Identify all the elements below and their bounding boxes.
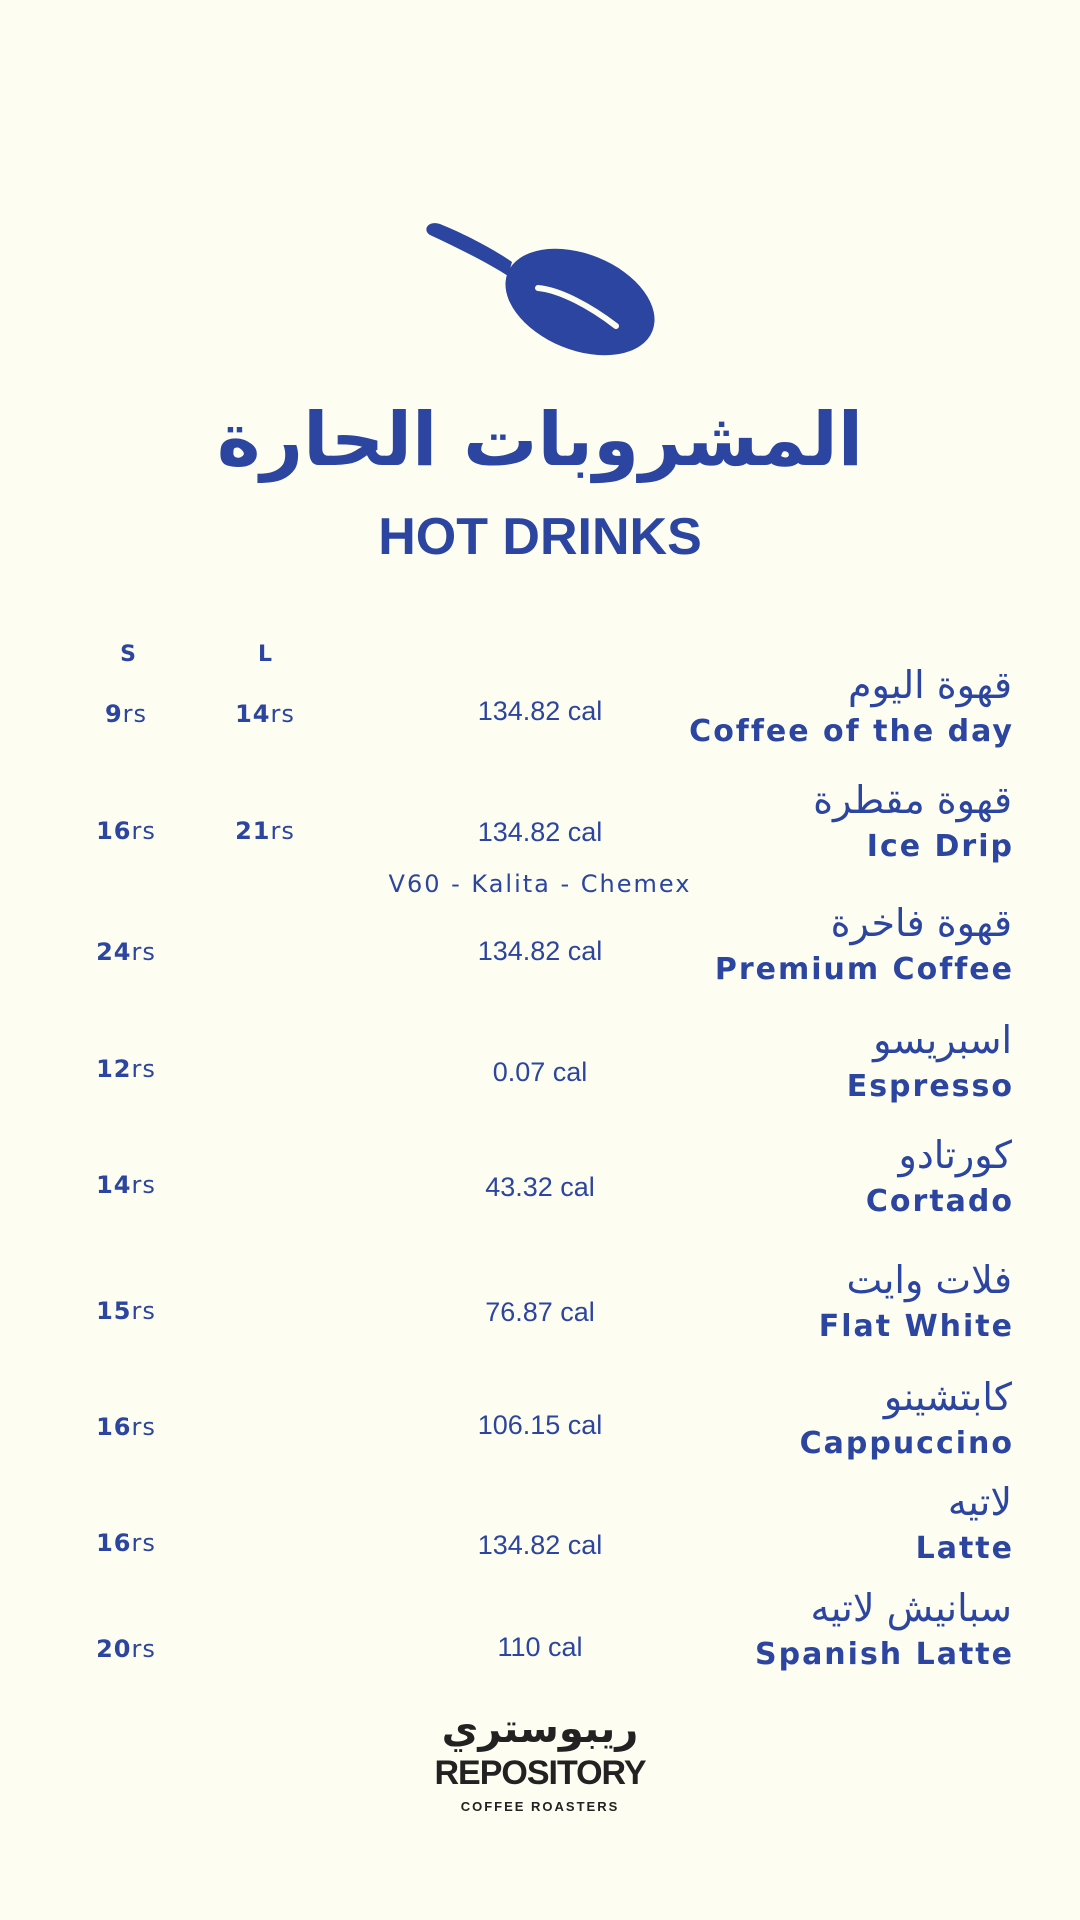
item-name: Coffee of the day [689, 714, 1014, 749]
price-small [66, 700, 186, 728]
item-name: Premium Coffee [714, 952, 1014, 987]
price-small [66, 938, 186, 966]
menu-item [0, 775, 1080, 885]
currency-label: rs [131, 817, 156, 845]
currency-label: rs [131, 1635, 156, 1663]
menu-item [0, 1477, 1080, 1587]
price-small-value: 15 [96, 1297, 132, 1325]
calories: 76.87 cal [485, 1297, 595, 1327]
currency-label: rs [270, 700, 295, 728]
price-small [66, 1635, 186, 1663]
price-small-value: 16 [96, 817, 132, 845]
logo-wordmark: REPOSITORY [434, 1754, 646, 1792]
column-header-large: L [257, 642, 273, 667]
logo-arabic: ريبوستري [441, 1706, 639, 1752]
currency-label: rs [131, 1529, 156, 1557]
price-small [66, 1413, 186, 1441]
item-name: Spanish Latte [754, 1637, 1014, 1672]
price-large [205, 817, 325, 845]
currency-label: rs [131, 1171, 156, 1199]
menu-item [0, 898, 1080, 1008]
item-name-arabic: قهوة اليوم [847, 663, 1012, 707]
price-small [66, 817, 186, 845]
price-small-value: 16 [96, 1413, 132, 1441]
item-name-arabic: لاتيه [947, 1480, 1012, 1524]
currency-label: rs [131, 1055, 156, 1083]
item-name-arabic: اسبريسو [873, 1018, 1012, 1062]
price-small [66, 1297, 186, 1325]
item-name: Cappuccino [799, 1426, 1014, 1461]
item-name: Espresso [846, 1069, 1014, 1104]
brew-methods-note: V60 - Kalita - Chemex [388, 870, 692, 898]
page-title-arabic: المشروبات الحارة [216, 397, 864, 483]
calories: 134.82 cal [477, 1530, 603, 1560]
page-title: HOT DRINKS [378, 508, 702, 566]
price-small [66, 1529, 186, 1557]
price-large-value: 14 [235, 700, 271, 728]
price-small [66, 1055, 186, 1083]
calories: 134.82 cal [477, 696, 603, 726]
coffee-scoop-icon [420, 220, 660, 380]
price-small-value: 16 [96, 1529, 132, 1557]
price-small-value: 12 [96, 1055, 132, 1083]
menu-item [0, 1583, 1080, 1693]
brand-logo [390, 1705, 690, 1814]
menu-item [0, 1130, 1080, 1240]
menu-item [0, 1255, 1080, 1365]
price-large-value: 21 [235, 817, 271, 845]
item-name-arabic: كورتادو [898, 1133, 1012, 1177]
price-small-value: 24 [96, 938, 132, 966]
currency-label: rs [122, 700, 148, 728]
column-header-small: S [120, 642, 136, 667]
calories: 134.82 cal [477, 936, 603, 966]
item-name-arabic: فلات وايت [846, 1258, 1012, 1302]
calories: 110 cal [497, 1632, 583, 1662]
price-small-value: 20 [96, 1635, 132, 1663]
menu-item [0, 660, 1080, 770]
item-name: Cortado [865, 1184, 1014, 1219]
price-small-value: 14 [96, 1171, 132, 1199]
item-name: Ice Drip [866, 829, 1014, 864]
item-name-arabic: سبانيش لاتيه [810, 1586, 1012, 1630]
item-name-arabic: كابتشينو [883, 1375, 1012, 1419]
price-large [205, 700, 325, 728]
calories: 0.07 cal [492, 1057, 588, 1087]
calories: 134.82 cal [477, 817, 603, 847]
price-small-value: 9 [104, 700, 123, 728]
price-small [66, 1171, 186, 1199]
item-name-arabic: قهوة فاخرة [830, 901, 1012, 945]
logo-subtitle: COFFEE ROASTERS [460, 1799, 620, 1814]
calories: 43.32 cal [485, 1172, 595, 1202]
currency-label: rs [131, 938, 156, 966]
menu-item [0, 1015, 1080, 1125]
item-name-arabic: قهوة مقطرة [813, 778, 1012, 822]
menu-item [0, 1372, 1080, 1482]
currency-label: rs [131, 1413, 156, 1441]
item-name: Flat White [818, 1309, 1014, 1344]
currency-label: rs [131, 1297, 156, 1325]
currency-label: rs [270, 817, 295, 845]
calories: 106.15 cal [477, 1410, 603, 1440]
item-name: Latte [915, 1531, 1014, 1566]
